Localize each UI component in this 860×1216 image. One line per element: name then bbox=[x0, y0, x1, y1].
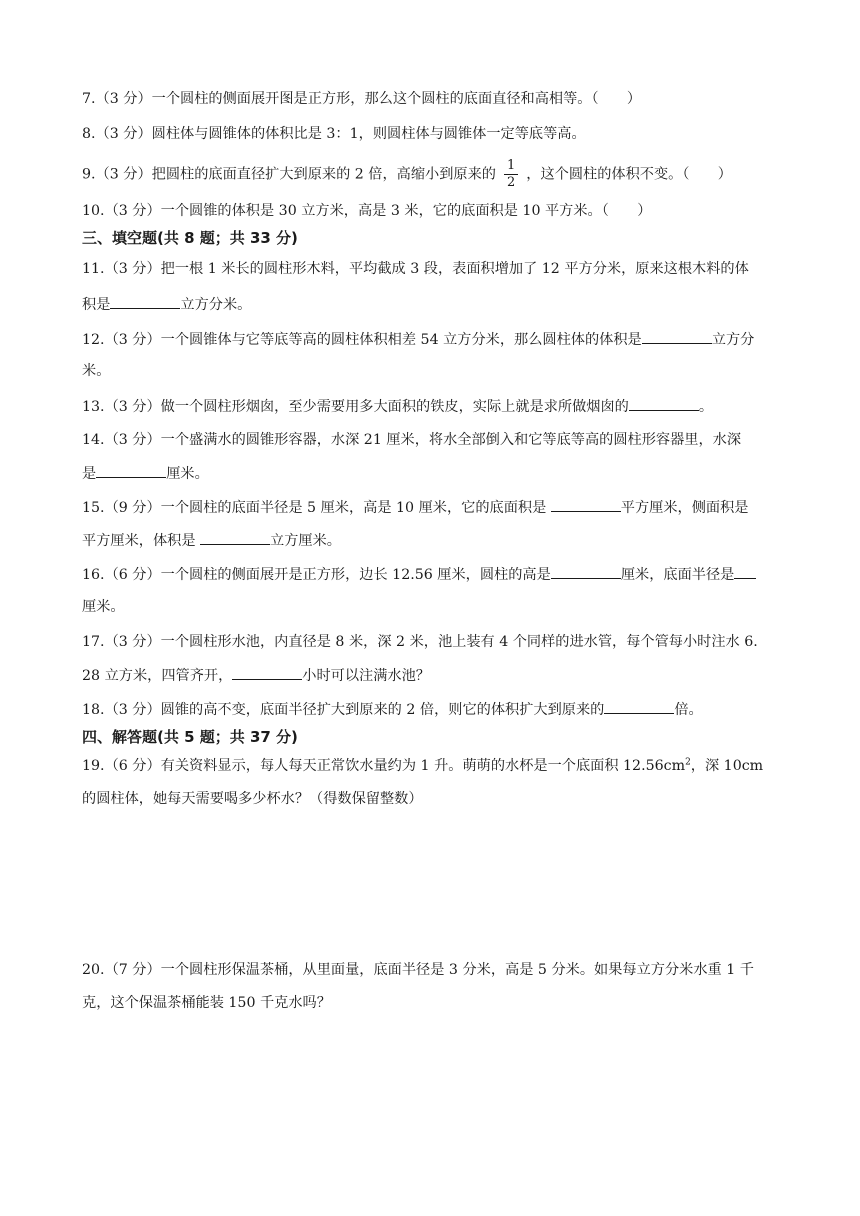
question-14-text-b: 厘米。 bbox=[166, 466, 209, 482]
question-15-text-c: 平方厘米，体积是 bbox=[82, 533, 201, 549]
answer-blank[interactable] bbox=[96, 463, 166, 478]
question-13 bbox=[82, 396, 713, 417]
answer-blank[interactable] bbox=[232, 665, 302, 680]
question-14-line-1: 14.（3 分）一个盛满水的圆锥形容器，水深 21 厘米，将水全部倒入和它等底等高的圆柱形容器里，水深 bbox=[82, 432, 742, 448]
question-10: 10.（3 分）一个圆锥的体积是 30 立方米，高是 3 米，它的底面积是 10 平方米。（ ） bbox=[82, 203, 652, 219]
question-17-line-2 bbox=[82, 665, 430, 686]
question-17-line-1: 17.（3 分）一个圆柱形水池，内直径是 8 米，深 2 米，池上装有 4 个同样的进水管，每个管每小时注水 6. bbox=[82, 634, 758, 650]
fraction-numerator: 1 bbox=[504, 158, 518, 175]
question-12-text-a: 12.（3 分）一个圆锥体与它等底等高的圆柱体积相差 54 立方分米，那么圆柱体的体积是 bbox=[82, 332, 642, 348]
superscript: 2 bbox=[685, 757, 691, 768]
answer-blank[interactable] bbox=[110, 294, 180, 309]
question-12-line-2: 米。 bbox=[82, 363, 111, 379]
question-9-text-a: 9.（3 分）把圆柱的底面直径扩大到原来的 2 倍，高缩小到原来的 bbox=[82, 166, 496, 183]
question-15-text-b: 平方厘米，侧面积是 bbox=[620, 500, 749, 516]
question-15-line-2 bbox=[82, 530, 341, 551]
question-11-text-a: 积是 bbox=[82, 297, 111, 313]
question-19-line-1 bbox=[82, 756, 763, 776]
fraction-denominator: 2 bbox=[507, 175, 516, 190]
answer-blank[interactable] bbox=[629, 396, 699, 411]
question-13-text-a: 13.（3 分）做一个圆柱形烟囱，至少需要用多大面积的铁皮，实际上就是求所做烟囱的 bbox=[82, 399, 629, 415]
question-20-line-1: 20.（7 分）一个圆柱形保温茶桶，从里面量，底面半径是 3 分米，高是 5 分米。如果每立方分米水重 1 千 bbox=[82, 962, 754, 978]
answer-blank[interactable] bbox=[604, 699, 674, 714]
answer-blank[interactable] bbox=[734, 564, 756, 579]
question-7: 7.（3 分）一个圆柱的侧面展开图是正方形，那么这个圆柱的底面直径和高相等。（ ） bbox=[82, 91, 642, 107]
question-18-text-b: 倍。 bbox=[674, 702, 703, 718]
question-18-text-a: 18.（3 分）圆锥的高不变，底面半径扩大到原来的 2 倍，则它的体积扩大到原来的 bbox=[82, 702, 605, 718]
question-15-text-a: 15.（9 分）一个圆柱的底面半径是 5 厘米，高是 10 厘米，它的底面积是 bbox=[82, 500, 551, 516]
question-8: 8.（3 分）圆柱体与圆锥体的体积比是 3：1，则圆柱体与圆锥体一定等底等高。 bbox=[82, 126, 586, 142]
answer-blank[interactable] bbox=[642, 329, 712, 344]
fraction-one-half bbox=[504, 158, 518, 191]
question-12-line-1 bbox=[82, 329, 754, 350]
question-11-line-1: 11.（3 分）把一根 1 米长的圆柱形木料，平均截成 3 段，表面积增加了 12 平方分米，原来这根木料的体 bbox=[82, 261, 749, 277]
question-20-line-2: 克，这个保温茶桶能装 150 千克水吗？ bbox=[82, 995, 331, 1011]
question-19-line-2: 的圆柱体，她每天需要喝多少杯水？（得数保留整数） bbox=[82, 791, 423, 807]
question-18 bbox=[82, 699, 703, 720]
question-14-line-2 bbox=[82, 463, 209, 484]
section-4-heading: 四、解答题(共 5 题；共 37 分) bbox=[82, 728, 298, 746]
question-12-text-b: 立方分 bbox=[711, 332, 755, 348]
question-9 bbox=[82, 158, 732, 191]
question-11-line-2 bbox=[82, 294, 251, 315]
question-16-line-2: 厘米。 bbox=[82, 599, 125, 615]
question-17-text-b: 小时可以注满水池？ bbox=[302, 668, 430, 684]
section-3-heading: 三、填空题(共 8 题；共 33 分) bbox=[82, 229, 298, 247]
question-19-text-a: 19.（6 分）有关资料显示，每人每天正常饮水量约为 1 升。萌萌的水杯是一个底面积 12.56cm bbox=[82, 758, 686, 774]
question-19-text-b: ，深 10cm bbox=[690, 758, 764, 774]
question-16-line-1 bbox=[82, 564, 756, 585]
question-11-text-b: 立方分米。 bbox=[180, 297, 252, 313]
question-9-text-b: ，这个圆柱的体积不变。（ ） bbox=[526, 166, 732, 183]
answer-blank[interactable] bbox=[200, 530, 270, 545]
answer-blank[interactable] bbox=[551, 564, 621, 579]
question-16-text-a: 16.（6 分）一个圆柱的侧面展开是正方形，边长 12.56 厘米，圆柱的高是 bbox=[82, 567, 551, 583]
answer-blank[interactable] bbox=[551, 497, 621, 512]
question-16-text-b: 厘米，底面半径是 bbox=[620, 567, 735, 583]
question-14-text-a: 是 bbox=[82, 466, 97, 482]
question-17-text-a: 28 立方米，四管齐开， bbox=[82, 668, 233, 684]
question-15-text-d: 立方厘米。 bbox=[270, 533, 341, 549]
question-15-line-1 bbox=[82, 497, 749, 518]
question-13-text-b: 。 bbox=[698, 399, 714, 415]
